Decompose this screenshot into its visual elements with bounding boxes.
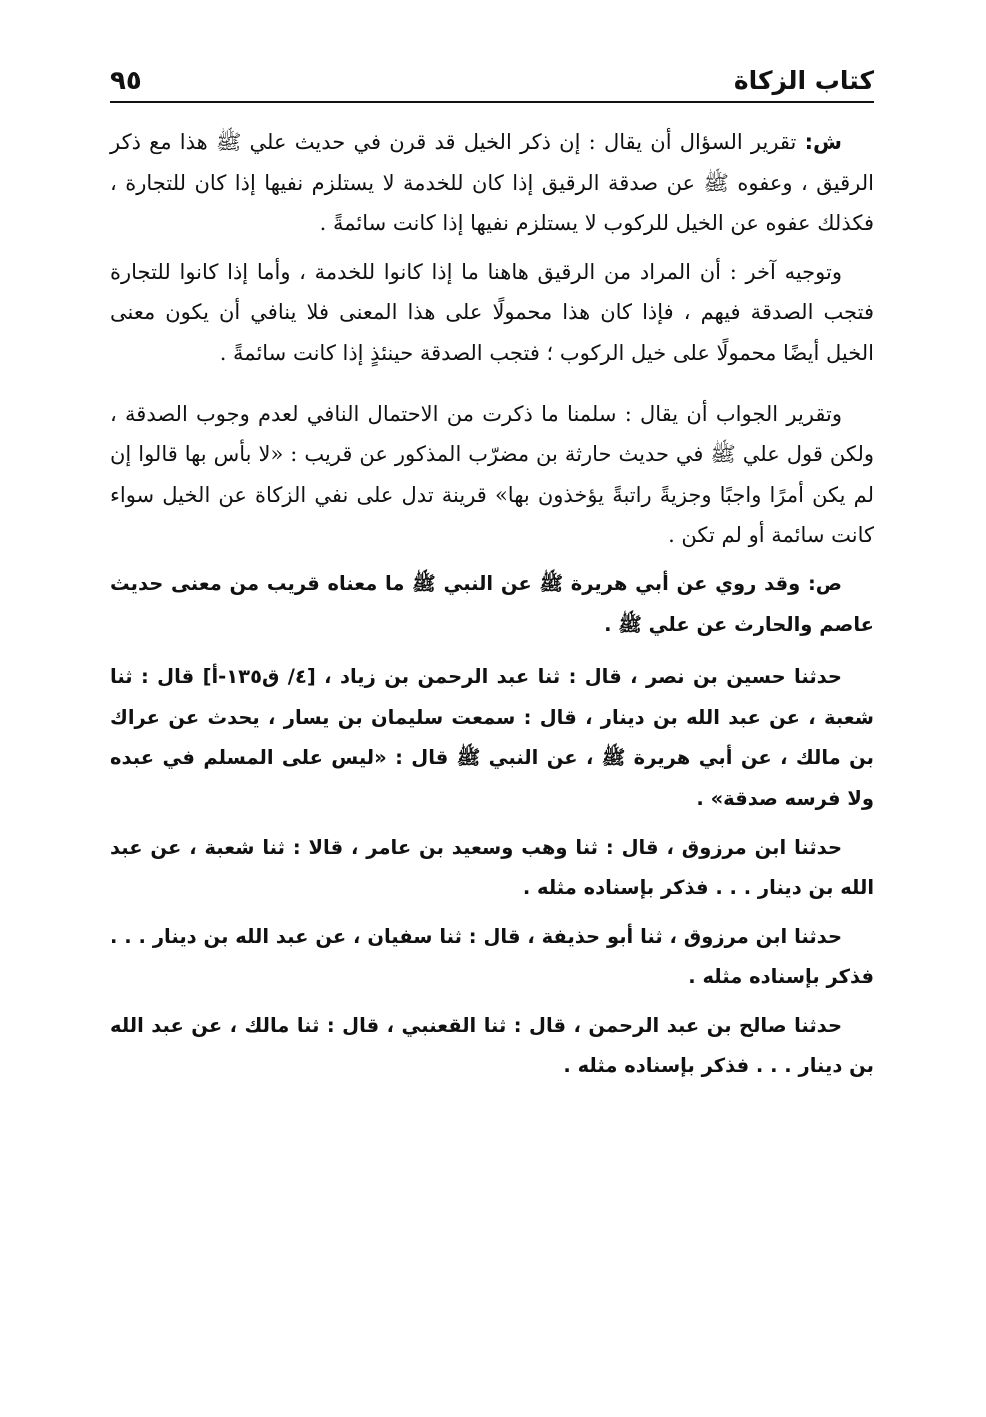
hadith-paragraph (110, 657, 874, 819)
body-text (110, 122, 874, 1087)
paragraph-text: تقرير السؤال أن يقال : إن ذكر الخيل قد قرن في حديث علي ﷺ هذا مع ذكر الرقيق ، وعفوه ﷺ عن صدقة الرقيق إذا كان للخدمة لا يستلزم نفيها إذا كان للتجارة ، فكذلك عفوه عن الخيل للركوب لا يستلزم نفيها إذا كانت سائمةً . (110, 130, 874, 236)
paragraph-text: حدثنا صالح بن عبد الرحمن ، قال : ثنا القعنبي ، قال : ثنا مالك ، عن عبد الله بن دينار . . . فذكر بإسناده مثله . (110, 1013, 874, 1078)
paragraph-text: وتوجيه آخر : أن المراد من الرقيق هاهنا ما إذا كانوا للخدمة ، وأما إذا كانوا للتجارة فتجب الصدقة فيهم ، فإذا كان هذا محمولًا على هذا المعنى فلا ينافي أن يكون معنى الخيل أيضًا محمولًا على خيل الركوب ؛ فتجب الصدقة حينئذٍ إذا كانت سائمةً . (110, 259, 874, 365)
paragraph-text: حدثنا ابن مرزوق ، ثنا أبو حذيفة ، قال : ثنا سفيان ، عن عبد الله بن دينار . . . فذكر بإسناده مثله . (110, 924, 874, 989)
header-divider (110, 101, 874, 103)
matn-paragraph (110, 564, 874, 645)
page-number: ٩٥ (110, 66, 142, 96)
commentary-paragraph (110, 252, 874, 374)
paragraph-text: حدثنا ابن مرزوق ، قال : ثنا وهب وسعيد بن عامر ، قالا : ثنا شعبة ، عن عبد الله بن دينار . . . فذكر بإسناده مثله . (110, 835, 874, 900)
paragraph-text: وتقرير الجواب أن يقال : سلمنا ما ذكرت من الاحتمال النافي لعدم وجوب الصدقة ، ولكن قول علي ﷺ في حديث حارثة بن مضرّب المذكور عن قريب : «لا بأس بها قالوا إن لم يكن أمرًا واجبًا وجزيةً راتبةً يؤخذون بها» قرينة تدل على نفي الزكاة عن الخيل سواء كانت سائمة أو لم تكن . (110, 401, 874, 548)
commentary-marker: ش: (804, 130, 842, 154)
paragraph-text: وقد روي عن أبي هريرة ﷺ عن النبي ﷺ ما معناه قريب من معنى حديث عاصم والحارث عن علي ﷺ . (110, 571, 874, 636)
commentary-paragraph (110, 394, 874, 556)
hadith-paragraph (110, 1006, 874, 1087)
hadith-paragraph (110, 917, 874, 998)
paragraph-text: حدثنا حسين بن نصر ، قال : ثنا عبد الرحمن بن زياد ، [٤/ ق١٣٥-أ] قال : ثنا شعبة ، عن عبد الله بن دينار ، قال : سمعت سليمان بن يسار ، يحدث عن عراك بن مالك ، عن أبي هريرة ﷺ ، عن النبي ﷺ قال : «ليس على المسلم في عبده ولا فرسه صدقة» . (110, 665, 874, 810)
hadith-paragraph (110, 828, 874, 909)
matn-marker: ص: (807, 571, 842, 595)
commentary-paragraph (110, 122, 874, 244)
chapter-title: كتاب الزكاة (733, 66, 874, 95)
page-header (110, 56, 874, 96)
